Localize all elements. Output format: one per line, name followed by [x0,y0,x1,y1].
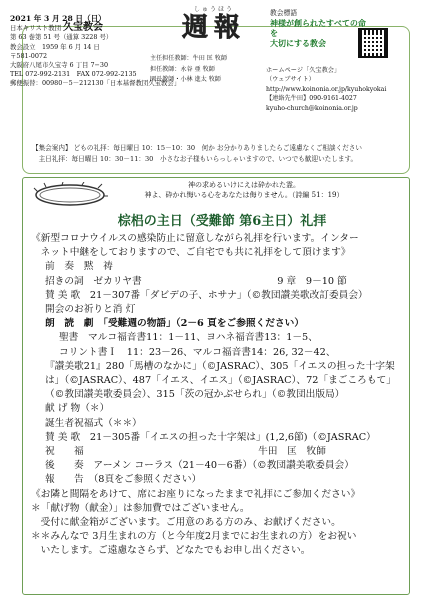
title-ruby: しゅうほう [193,6,234,13]
phone: 【連絡先牛田】090-9161-4027 [266,95,357,103]
line: 受付に献金箱がございます。ご用意のある方のみ、お献げください。 [31,517,341,529]
tel: TEL 072-992-2131 FAX 072-992-2135 [10,70,137,79]
gather-1: 【集会案内】 どもの礼拝：毎日曜日 10：15－10：30 何か お分かりありましたらご遠慮なくご相談ください [32,144,362,152]
staff-list [150,54,227,86]
web-label: ホームページ「久宝教会」 [266,67,341,74]
thorn-crown-icon [32,182,108,208]
address: 大阪府八尾市久宝寺 6 丁目 7−30 [10,61,109,70]
line: 誕生者祝福式（＊＊） [45,417,142,429]
line: 賛 美 歌 21－307番「ダビデの子、ホサナ」（©教団讃美歌改訂委員会） [45,289,368,301]
church-prefix: 日本キリスト教団 [10,24,61,33]
line: 《お隣と間隔をあけて、席にお座りになったままで礼拝にご参加ください》 [31,488,361,500]
line: 招きの詞 ゼカリヤ書 9 章 9－10 節 [45,275,347,287]
verse-line-1: 神の求めるいけにえは砕かれた霊。 [188,181,300,189]
line: 前 奏 黙 祷 [45,261,113,273]
church-name: 久宝教会 [63,22,104,34]
qr-code-icon [358,28,388,58]
email[interactable]: kyuho-church@koinonia.or.jp [266,104,358,112]
line: は」（©JASRAC）、487「イエス、イエス」（©JASRAC）、72「まごころもて」 [45,375,396,387]
gather-2: 主日礼拝：毎日曜日 10：30－11：30 小さなお子様もいらっしゃいますので、いつでも歓迎いたします。 [32,155,358,163]
motto-line-2: 大切にする教会 [270,38,326,48]
line: 祝 福 牛田 匡 牧師 [45,446,326,458]
date: 2021 年 3 月 28 日（日） [10,14,106,23]
line: 朗 読 劇 「受難週の物語」（2－6 頁をご参照ください） [45,318,305,330]
line: 『讃美歌21』280「馬槽のなかに」（©JASRAC）、305「イエスの担った十字架 [45,360,395,372]
motto-label: 教会標語 [270,9,298,17]
staff-3: 園長教師・小林 進太 牧師 [150,76,221,84]
line: ネット中継をしておりますので、ご自宅でも共に礼拝をして頂けます》 [31,247,351,259]
order-of-worship [31,232,403,559]
founded: 教会設立 1959 年 6 月 14 日 [10,42,100,51]
line: 献 げ 物（＊） [45,403,110,415]
postal: 〒581-0072 [10,51,48,60]
sunday-title: 棕梠の主日（受難節 第6主日）礼拝 [117,214,327,229]
line: ＊＊みんなで 3月生まれの方（と今年度2月までにお生まれの方）をお祝い [31,531,357,543]
url[interactable]: http://www.koinonia.or.jp/kyuhokyokai [266,85,387,93]
staff-2: 担任教師：永谷 亜 牧師 [150,65,215,73]
staff-1: 主任担任教師：牛田 匡 牧師 [150,55,227,62]
title: 週報 [181,13,246,43]
line: 聖書 マルコ福音書11：1－11、ヨハネ福音書13：1－5、 [59,332,318,344]
line: 開会のお祈りと消 灯 [45,304,136,316]
line: 後 奏 アーメン コーラス（21－40－6番）（©教団讃美歌委員会） [45,460,354,472]
contact-info [266,66,386,113]
line: （©教団讃美歌委員会）、315「茨の冠かぶせられ」（©教団出版局） [45,389,345,401]
title-box [166,4,262,48]
issue: 第 63 巻第 51 号（通算 3228 号） [10,33,113,42]
gathering-info [32,143,362,165]
line: コリント書Ｉ 11：23－26、マルコ福音書14：26, 32－42、 [59,346,336,358]
web-sub: （ウェブサイト） [266,76,315,84]
line: 報 告 （8頁をご参照ください） [45,474,202,486]
verse-line-2: 神よ、砕かれ悔いる心をあなたは侮りません。（詩編 51：19） [144,191,344,199]
line: いたします。ご遠慮なさらず、どなたでもお申し出ください。 [31,545,311,557]
verse [124,180,364,200]
line: 賛 美 歌 21－305番「イエスの担った十字架は」(1,2,6節)（©JASRAC） [45,431,376,443]
line: ＊「献げ物（献金）」は参加費ではございません。 [31,502,250,514]
motto [270,8,370,48]
line: 《新型コロナウイルスの感染防止に留意しながら礼拝を行います。インター [31,233,359,244]
transfer: 郵便振替：00980－5－212130「日本基督教団久宝教会」 [10,79,181,88]
motto-line-1: 神様が創られたすべての命を [270,18,366,38]
